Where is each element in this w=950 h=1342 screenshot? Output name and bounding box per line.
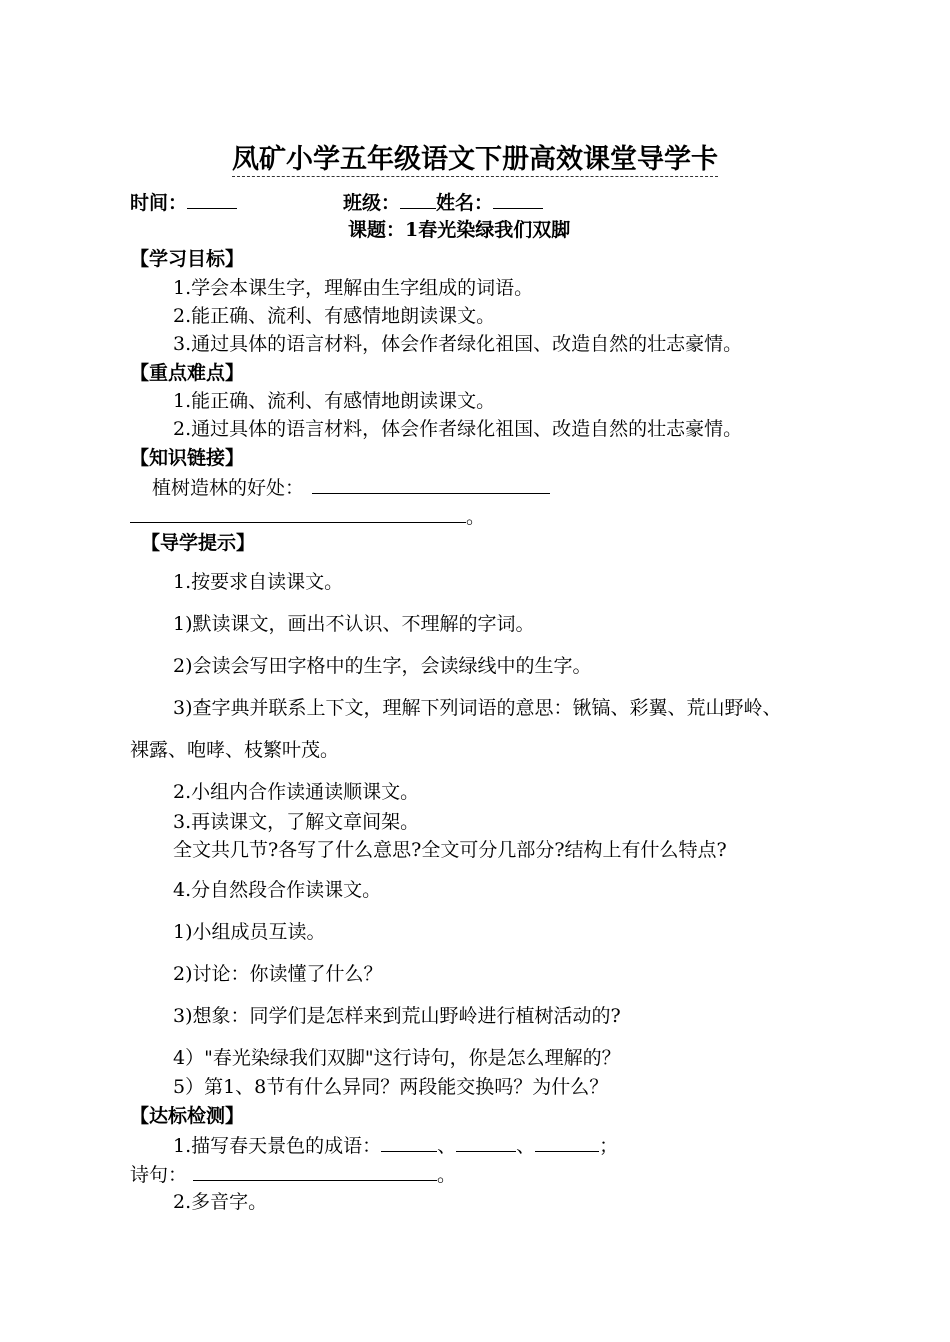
keypoint-item: 1.能正确、流利、有感情地朗读课文。 xyxy=(173,390,496,412)
check-q1-line: 1.描写春天景色的成语： 、 、 ； xyxy=(173,1135,619,1157)
class-blank[interactable] xyxy=(400,190,436,209)
guide-line: 裸露、咆哮、枝繁叶茂。 xyxy=(130,739,340,761)
keypoint-item: 2.通过具体的语言材料，体会作者绿化祖国、改造自然的壮志豪情。 xyxy=(173,418,743,440)
guide-line: 2)会读会写田字格中的生字，会读绿线中的生字。 xyxy=(173,655,592,677)
idiom-blank-1[interactable] xyxy=(381,1133,437,1152)
check-heading: 【达标检测】 xyxy=(130,1105,245,1127)
page-title: 凤矿小学五年级语文下册高效课堂导学卡 xyxy=(232,144,718,175)
guide-line: 2.小组内合作读通读顺课文。 xyxy=(173,781,420,803)
knowledge-heading: 【知识链接】 xyxy=(130,447,245,469)
name-blank[interactable] xyxy=(493,190,543,209)
goal-item: 2.能正确、流利、有感情地朗读课文。 xyxy=(173,305,496,327)
goal-item: 1.学会本课生字，理解由生字组成的词语。 xyxy=(173,277,534,299)
keypoints-heading: 【重点难点】 xyxy=(130,362,245,384)
guide-line: 全文共几节?各写了什么意思?全文可分几部分?结构上有什么特点? xyxy=(173,839,727,861)
goals-heading: 【学习目标】 xyxy=(130,248,245,270)
goal-item: 3.通过具体的语言材料，体会作者绿化祖国、改造自然的壮志豪情。 xyxy=(173,333,743,355)
guide-line: 4.分自然段合作读课文。 xyxy=(173,879,382,901)
check-q2: 2.多音字。 xyxy=(173,1191,268,1213)
poem-blank[interactable] xyxy=(193,1162,437,1181)
time-field: 时间： xyxy=(130,190,237,215)
guide-line: 1.按要求自读课文。 xyxy=(173,571,344,593)
time-blank[interactable] xyxy=(187,190,237,209)
guide-line: 5）第1、8节有什么异同？两段能交换吗？为什么？ xyxy=(173,1076,609,1098)
guide-line: 4）"春光染绿我们双脚"这行诗句，你是怎么理解的？ xyxy=(173,1047,621,1069)
lesson-title: 课题：1春光染绿我们双脚 xyxy=(348,219,571,241)
check-poem-line: 诗句： 。 xyxy=(130,1164,457,1186)
idiom-blank-3[interactable] xyxy=(535,1133,599,1152)
guide-line: 3.再读课文，了解文章间架。 xyxy=(173,811,420,833)
guide-line: 3)想象：同学们是怎样来到荒山野岭进行植树活动的? xyxy=(173,1005,621,1027)
knowledge-prompt-line: 植树造林的好处： xyxy=(152,475,550,500)
class-name-field: 班级： 姓名： xyxy=(343,190,543,215)
guide-line: 1)默读课文，画出不认识、不理解的字词。 xyxy=(173,613,535,635)
benefits-blank[interactable] xyxy=(312,475,550,494)
knowledge-continue-line: 。 xyxy=(130,504,485,529)
benefits-blank-2[interactable] xyxy=(130,504,466,523)
guide-line: 2)讨论：你读懂了什么？ xyxy=(173,963,383,985)
idiom-blank-2[interactable] xyxy=(456,1133,516,1152)
guide-line: 1)小组成员互读。 xyxy=(173,921,326,943)
guide-heading: 【导学提示】 xyxy=(141,532,256,554)
guide-line: 3)查字典并联系上下文，理解下列词语的意思：锹镐、彩翼、荒山野岭、 xyxy=(173,697,782,719)
